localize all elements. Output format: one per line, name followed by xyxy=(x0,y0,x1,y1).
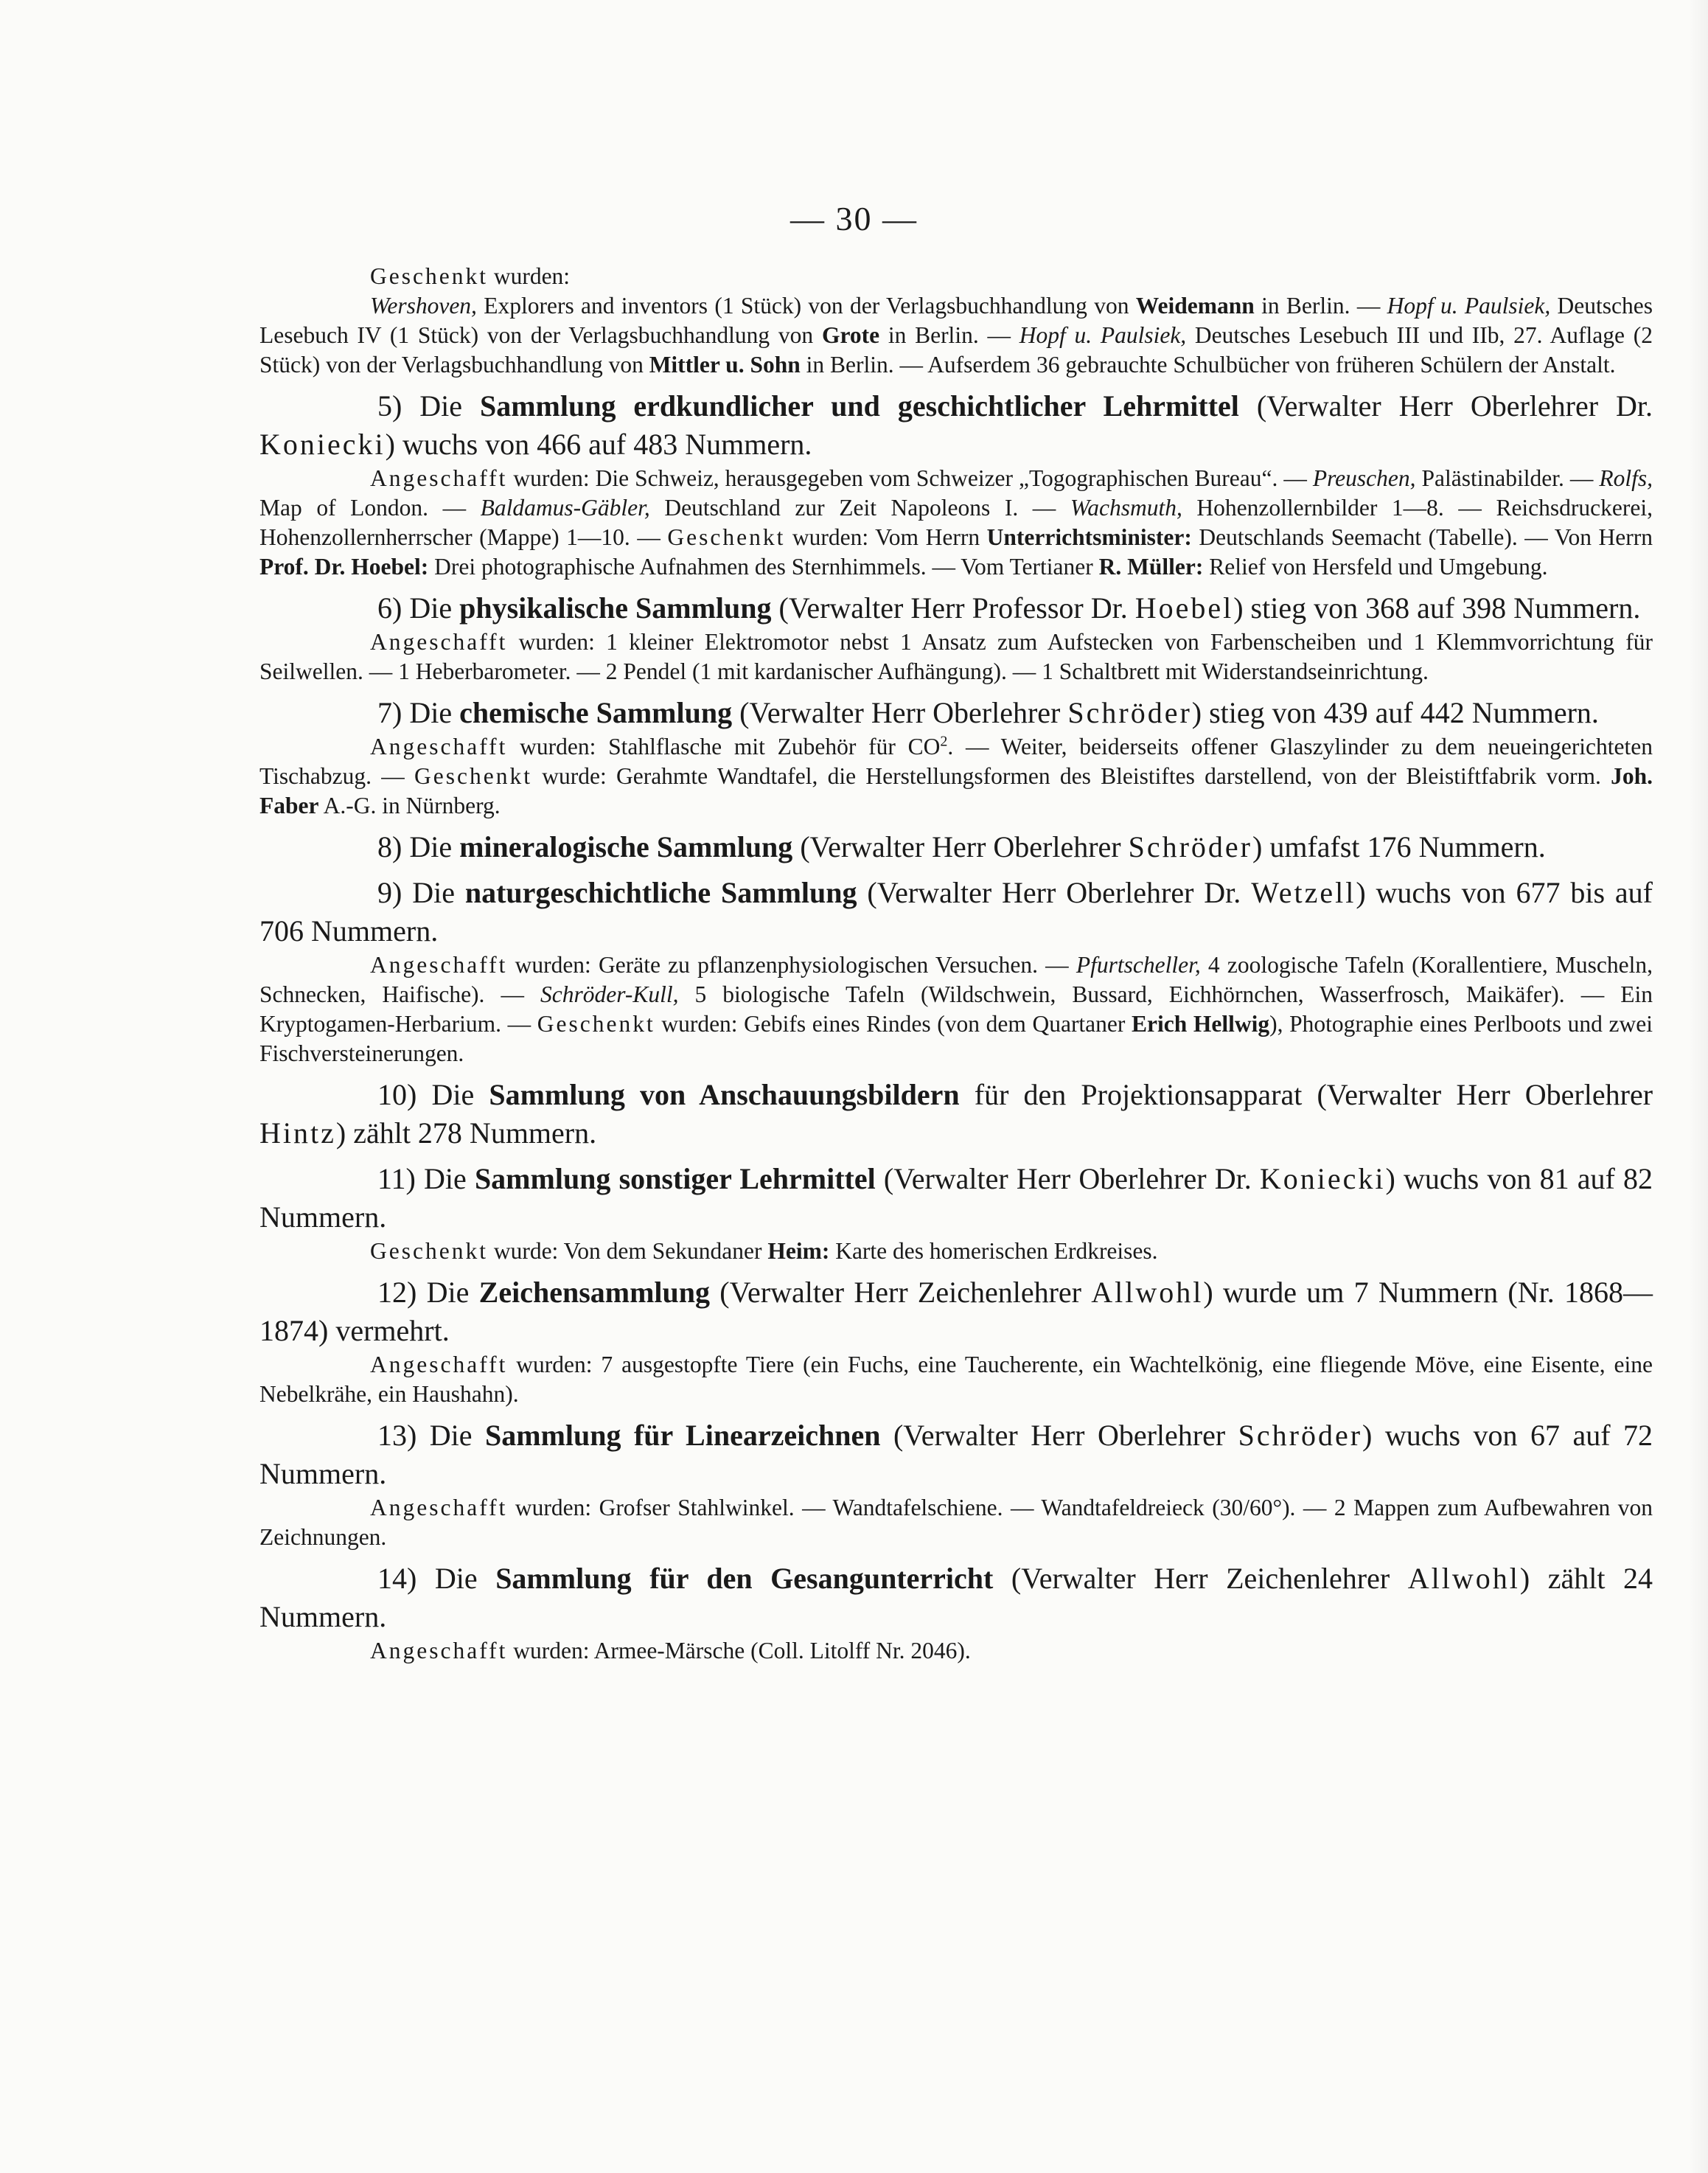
scan-edge-shadow xyxy=(1688,0,1708,2173)
italic-text: Pfurtscheller, xyxy=(1076,952,1201,978)
bold-text: Grote xyxy=(821,322,880,348)
text-run: ), Photographie eines Perlboots und zwei Fischversteinerungen. xyxy=(259,1011,1653,1066)
text-run: (Verwalter Herr Oberlehrer Dr. xyxy=(857,876,1252,909)
text-run: 11) Die xyxy=(377,1162,475,1195)
italic-text: Hopf u. Paulsiek, xyxy=(1019,322,1187,348)
text-run: ) wuchs von 677 bis auf 706 Nummern. xyxy=(259,876,1653,948)
text-run: Palästinabilder. — xyxy=(1415,465,1600,491)
spaced-text: Allwohl xyxy=(1407,1562,1520,1595)
body-paragraph xyxy=(259,1237,1653,1266)
text-run: 5) Die xyxy=(377,389,480,423)
text-run: Drei photographische Aufnahmen des Sternhimmels. — Vom Tertianer xyxy=(428,554,1099,580)
spaced-text: Geschenkt xyxy=(414,763,532,789)
spaced-text: Hoebel xyxy=(1134,591,1234,625)
body-paragraph xyxy=(259,732,1653,821)
text-run: ) stieg von 368 auf 398 Nummern. xyxy=(1233,591,1641,625)
bold-text: Mittler u. Sohn xyxy=(649,352,801,378)
text-run: in Berlin. — Aufserdem 36 gebrauchte Schulbücher von früheren Schülern der Anstalt. xyxy=(800,352,1616,378)
bold-text: Sammlung für Linearzeichnen xyxy=(485,1419,881,1452)
text-run: Deutschland zur Zeit Napoleons I. — xyxy=(649,495,1070,521)
spaced-text: Geschenkt xyxy=(537,1011,655,1037)
page-number: — 30 — xyxy=(790,200,918,237)
body-paragraph xyxy=(259,262,1653,291)
bold-text: chemische Sammlung xyxy=(459,696,733,729)
text-run: wurden: Vom Herrn xyxy=(785,524,987,550)
bold-text: Unterrichtsminister: xyxy=(986,524,1192,550)
text-run: wurden: Stahlflasche mit Zubehör für CO xyxy=(507,734,941,759)
spaced-text: Angeschafft xyxy=(370,952,508,978)
bold-text: mineralogische Sammlung xyxy=(459,830,793,863)
spaced-text: Angeschafft xyxy=(370,1495,508,1520)
text-run: 8) Die xyxy=(377,830,460,863)
text-run: Hohenzollernbilder 1—8. — Reichsdruckerei, Hohenzollernherrscher (Mappe) 1—10. — xyxy=(259,495,1653,550)
text-run: Explorers and inventors (1 Stück) von der Verlagsbuchhandlung von xyxy=(476,293,1136,319)
italic-text: Baldamus-Gäbler, xyxy=(480,495,650,521)
text-run: wurden: 7 ausgestopfte Tiere (ein Fuchs, eine Taucherente, ein Wachtelkönig, eine fliegende Möve, eine Eisente, eine Nebelkrähe, ein Haushahn). xyxy=(259,1352,1653,1407)
text-run: ) wuchs von 466 auf 483 Nummern. xyxy=(385,428,812,461)
bold-text: Heim: xyxy=(767,1238,830,1264)
body-paragraph xyxy=(259,1636,1653,1666)
text-run: 5 biologische Tafeln (Wildschwein, Bussard, Eichhörnchen, Wasserfrosch, Maikäfer). — Ein Kryptogamen-Herbarium. — xyxy=(259,981,1653,1037)
collection-heading-paragraph xyxy=(259,1160,1653,1237)
spaced-text: Angeschafft xyxy=(370,1638,508,1663)
bold-text: Weidemann xyxy=(1135,293,1255,319)
text-run: (Verwalter Herr Professor Dr. xyxy=(771,591,1135,625)
spaced-text: Schröder xyxy=(1067,696,1192,729)
text-run: wurden: 1 kleiner Elektromotor nebst 1 Ansatz zum Aufstecken von Farbenscheiben und 1 Klemmvorrichtung für Seilwellen. — 1 Heberbarometer. — 2 Pendel (1 mit kardanischer Aufhängung). — 1 Schaltbrett mit Widerstandseinrichtung. xyxy=(259,629,1653,684)
text-run: wurden: Armee-Märsche (Coll. Litolff Nr. 2046). xyxy=(507,1638,971,1663)
spaced-text: Geschenkt xyxy=(667,524,786,550)
bold-text: Prof. Dr. Hoebel: xyxy=(259,554,429,580)
text-run: (Verwalter Herr Oberlehrer xyxy=(792,830,1129,863)
bold-text: physikalische Sammlung xyxy=(459,591,772,625)
italic-text: Preuschen, xyxy=(1312,465,1416,491)
spaced-text: Koniecki xyxy=(259,428,386,461)
text-run: wurden: Geräte zu pflanzenphysiologischen Versuchen. — xyxy=(507,952,1076,978)
spaced-text: Wetzell xyxy=(1251,876,1356,909)
spaced-text: Allwohl xyxy=(1091,1276,1204,1309)
text-run: 14) Die xyxy=(377,1562,496,1595)
spaced-text: Angeschafft xyxy=(370,734,508,759)
italic-text: Wachsmuth, xyxy=(1070,495,1182,521)
collection-heading-paragraph xyxy=(259,1560,1653,1636)
text-run: ) wurde um 7 Nummern (Nr. 1868—1874) vermehrt. xyxy=(259,1276,1653,1347)
text-run: für den Projektionsapparat (Verwalter Herr Oberlehrer xyxy=(959,1078,1653,1111)
body-paragraph xyxy=(259,950,1653,1068)
spaced-text: Hintz xyxy=(259,1116,336,1150)
text-run: 4 zoologische Tafeln (Korallentiere, Muscheln, Schnecken, Haifische). — xyxy=(259,952,1653,1007)
text-run: . — Weiter, beiderseits offener Glaszylinder zu dem neueingerichteten Tischabzug. — xyxy=(259,734,1653,789)
text-run: ) wuchs von 67 auf 72 Nummern. xyxy=(259,1419,1653,1490)
superscript-text: 2 xyxy=(940,733,948,750)
italic-text: Rolfs, xyxy=(1599,465,1653,491)
text-run: (Verwalter Herr Oberlehrer Dr. xyxy=(1238,389,1653,423)
text-run: Relief von Hersfeld und Umgebung. xyxy=(1203,554,1548,580)
bold-text: Sammlung für den Gesangunterricht xyxy=(495,1562,994,1595)
spaced-text: Angeschafft xyxy=(370,1352,508,1377)
italic-text: Wershoven, xyxy=(370,293,477,319)
body-paragraph xyxy=(259,464,1653,582)
spaced-text: Angeschafft xyxy=(370,629,508,655)
text-run: wurde: Von dem Sekundaner xyxy=(487,1238,768,1264)
body-paragraph xyxy=(259,1493,1653,1552)
text-run: Map of London. — xyxy=(259,495,481,521)
text-run: wurden: Grofser Stahlwinkel. — Wandtafelschiene. — Wandtafeldreieck (30/60°). — 2 Mappen zum Aufbewahren von Zeichnungen. xyxy=(259,1495,1653,1550)
collection-heading-paragraph xyxy=(259,387,1653,464)
text-run: Deutsches Lesebuch III und IIb, 27. Auflage (2 Stück) von der Verlagsbuchhandlung von xyxy=(259,322,1653,378)
text-run: (Verwalter Herr Oberlehrer xyxy=(732,696,1068,729)
spaced-text: Schröder xyxy=(1128,830,1253,863)
collection-heading-paragraph xyxy=(259,874,1653,950)
collection-heading-paragraph xyxy=(259,1273,1653,1350)
bold-text: Joh. Faber xyxy=(259,763,1653,818)
spaced-text: Geschenkt xyxy=(370,263,488,289)
collection-heading-paragraph xyxy=(259,828,1653,866)
body-paragraph xyxy=(259,627,1653,686)
spaced-text: Angeschafft xyxy=(370,465,508,491)
spaced-text: Geschenkt xyxy=(370,1238,488,1264)
text-run: (Verwalter Herr Oberlehrer Dr. xyxy=(875,1162,1260,1195)
body-paragraph xyxy=(259,1350,1653,1409)
text-run: ) wuchs von 81 auf 82 Nummern. xyxy=(259,1162,1653,1234)
text-run: 13) Die xyxy=(377,1419,486,1452)
text-run: 6) Die xyxy=(377,591,460,625)
text-run: 7) Die xyxy=(377,696,460,729)
collection-heading-paragraph xyxy=(259,1416,1653,1493)
text-run: (Verwalter Herr Zeichenlehrer xyxy=(710,1276,1092,1309)
text-run: ) zählt 24 Nummern. xyxy=(259,1562,1653,1633)
text-run: 12) Die xyxy=(377,1276,479,1309)
text-run: 10) Die xyxy=(377,1078,489,1111)
bold-text: Sammlung sonstiger Lehrmittel xyxy=(474,1162,876,1195)
text-run: ) zählt 278 Nummern. xyxy=(335,1116,597,1150)
text-run: 9) Die xyxy=(377,876,465,909)
collection-heading-paragraph xyxy=(259,1076,1653,1152)
bold-text: Zeichensammlung xyxy=(478,1276,710,1309)
bold-text: naturgeschichtliche Sammlung xyxy=(464,876,857,909)
text-run: (Verwalter Herr Oberlehrer xyxy=(880,1419,1238,1452)
spaced-text: Koniecki xyxy=(1259,1162,1386,1195)
italic-text: Hopf u. Paulsiek, xyxy=(1387,293,1551,319)
document-body xyxy=(259,262,1653,1666)
text-run: wurden: Die Schweiz, herausgegeben vom Schweizer „Togographischen Bureau“. — xyxy=(507,465,1313,491)
text-run: Deutsches Lesebuch IV (1 Stück) von der Verlagsbuchhandlung von xyxy=(259,293,1653,348)
text-run: ) umfafst 176 Nummern. xyxy=(1252,830,1546,863)
bold-text: Erich Hellwig xyxy=(1132,1011,1270,1037)
text-run: wurde: Gerahmte Wandtafel, die Herstellungsformen des Bleistiftes darstellend, von der Bleistiftfabrik vorm. xyxy=(531,763,1611,789)
spaced-text: Schröder xyxy=(1238,1419,1363,1452)
bold-text: Sammlung von Anschauungsbildern xyxy=(489,1078,960,1111)
text-run: ) stieg von 439 auf 442 Nummern. xyxy=(1191,696,1599,729)
text-run: (Verwalter Herr Zeichenlehrer xyxy=(993,1562,1408,1595)
text-run: A.-G. in Nürnberg. xyxy=(318,793,501,818)
text-run: wurden: xyxy=(487,263,571,289)
text-run: Karte des homerischen Erdkreises. xyxy=(829,1238,1158,1264)
text-run: Deutschlands Seemacht (Tabelle). — Von Herrn xyxy=(1191,524,1653,550)
text-run: wurden: Gebifs eines Rindes (von dem Quartaner xyxy=(655,1011,1132,1037)
text-run: in Berlin. — xyxy=(1254,293,1387,319)
text-run: in Berlin. — xyxy=(879,322,1019,348)
bold-text: R. Müller: xyxy=(1098,554,1204,580)
italic-text: Schröder-Kull, xyxy=(540,981,679,1007)
body-paragraph xyxy=(259,291,1653,380)
collection-heading-paragraph xyxy=(259,694,1653,732)
bold-text: Sammlung erdkundlicher und geschichtlicher Lehrmittel xyxy=(479,389,1239,423)
collection-heading-paragraph xyxy=(259,589,1653,627)
